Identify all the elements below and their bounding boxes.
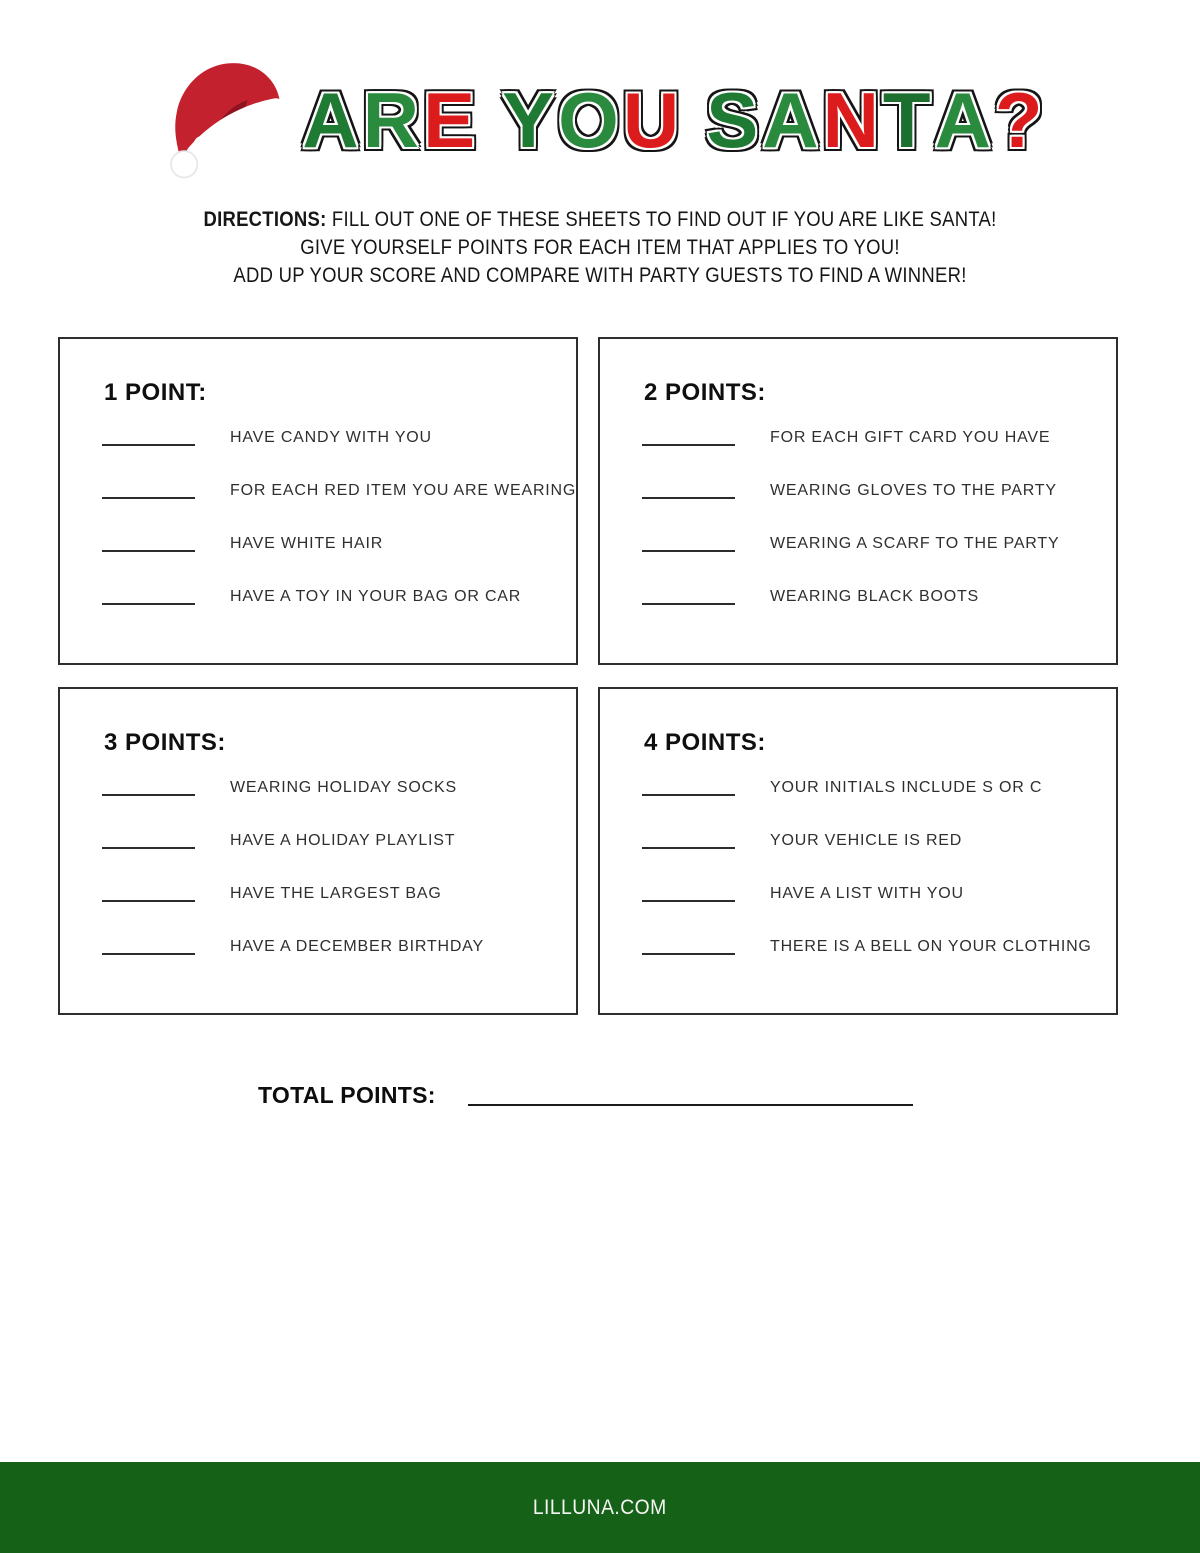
box-heading: 4 POINTS: bbox=[644, 729, 766, 756]
score-box-1-point bbox=[58, 337, 578, 665]
directions-line-2: GIVE YOURSELF POINTS FOR EACH ITEM THAT APPLIES TO YOU! bbox=[300, 236, 900, 259]
score-item-label: HAVE WHITE HAIR bbox=[230, 534, 384, 552]
score-item-label: FOR EACH RED ITEM YOU ARE WEARING bbox=[230, 481, 577, 499]
score-blank-line bbox=[642, 794, 735, 796]
total-points-row bbox=[258, 1082, 913, 1109]
score-item-label: YOUR INITIALS INCLUDE S OR C bbox=[770, 778, 1043, 796]
directions-line-3: ADD UP YOUR SCORE AND COMPARE WITH PARTY GUESTS TO FIND A WINNER! bbox=[233, 264, 967, 287]
score-item-label: YOUR VEHICLE IS RED bbox=[770, 831, 963, 849]
score-blank-line bbox=[102, 603, 195, 605]
score-blank-line bbox=[102, 953, 195, 955]
score-blank-line bbox=[642, 953, 735, 955]
score-blank-line bbox=[102, 900, 195, 902]
score-blank-line bbox=[642, 497, 735, 499]
score-item-label: WEARING BLACK BOOTS bbox=[770, 587, 980, 605]
title-letter: A bbox=[934, 76, 992, 164]
title-letter: N bbox=[822, 76, 880, 164]
score-item bbox=[642, 517, 1116, 570]
score-item-label: THERE IS A BELL ON YOUR CLOTHING bbox=[770, 937, 1092, 955]
box-heading: 3 POINTS: bbox=[104, 729, 226, 756]
santa-hat-icon bbox=[156, 46, 288, 184]
score-item-label: FOR EACH GIFT CARD YOU HAVE bbox=[770, 428, 1051, 446]
directions-label: DIRECTIONS: bbox=[203, 208, 327, 231]
title-word-santa bbox=[706, 76, 1044, 164]
score-blank-line bbox=[642, 444, 735, 446]
title-letter: S bbox=[706, 76, 760, 164]
title-letter: R bbox=[362, 76, 421, 164]
page-header bbox=[0, 50, 1200, 184]
score-item bbox=[102, 517, 576, 570]
title-letter: A bbox=[302, 76, 360, 164]
score-item bbox=[102, 761, 576, 814]
score-item-label: HAVE THE LARGEST BAG bbox=[230, 884, 442, 902]
score-item bbox=[642, 814, 1116, 867]
footer-bar bbox=[0, 1462, 1200, 1553]
score-item bbox=[102, 867, 576, 920]
title-word-you bbox=[502, 76, 681, 164]
title-letter: Y bbox=[502, 76, 556, 164]
score-item bbox=[102, 411, 576, 464]
title-letter: ? bbox=[994, 76, 1044, 164]
box-items bbox=[102, 761, 576, 973]
title-letter: U bbox=[622, 76, 681, 164]
score-item bbox=[642, 920, 1116, 973]
score-blank-line bbox=[642, 900, 735, 902]
score-item bbox=[102, 814, 576, 867]
box-items bbox=[642, 411, 1116, 623]
page-title bbox=[302, 76, 1044, 164]
score-item bbox=[102, 570, 576, 623]
title-word-are bbox=[302, 76, 477, 164]
score-item-label: WEARING A SCARF TO THE PARTY bbox=[770, 534, 1060, 552]
score-item bbox=[642, 867, 1116, 920]
score-blank-line bbox=[102, 847, 195, 849]
directions-line-1: DIRECTIONS: FILL OUT ONE OF THESE SHEETS TO FIND OUT IF YOU ARE LIKE SANTA! bbox=[203, 208, 997, 231]
score-item-label: HAVE A TOY IN YOUR BAG OR CAR bbox=[230, 587, 522, 605]
score-item bbox=[642, 411, 1116, 464]
title-letter: A bbox=[762, 76, 820, 164]
score-blank-line bbox=[102, 444, 195, 446]
score-item bbox=[102, 920, 576, 973]
score-item bbox=[642, 464, 1116, 517]
score-item bbox=[102, 464, 576, 517]
score-blank-line bbox=[102, 497, 195, 499]
score-blank-line bbox=[642, 603, 735, 605]
total-points-blank-line bbox=[468, 1104, 913, 1106]
score-blank-line bbox=[102, 794, 195, 796]
total-points-label: TOTAL POINTS: bbox=[258, 1082, 436, 1108]
box-heading: 1 POINT: bbox=[104, 379, 207, 406]
title-letter: E bbox=[423, 76, 477, 164]
score-item-label: HAVE A LIST WITH YOU bbox=[770, 884, 964, 902]
score-box-3-points bbox=[58, 687, 578, 1015]
title-letter: O bbox=[558, 76, 620, 164]
score-boxes-grid bbox=[58, 337, 1118, 1015]
score-item-label: WEARING GLOVES TO THE PARTY bbox=[770, 481, 1057, 499]
score-blank-line bbox=[102, 550, 195, 552]
score-item-label: HAVE A DECEMBER BIRTHDAY bbox=[230, 937, 484, 955]
score-item-label: HAVE CANDY WITH YOU bbox=[230, 428, 432, 446]
score-box-4-points bbox=[598, 687, 1118, 1015]
box-heading: 2 POINTS: bbox=[644, 379, 766, 406]
directions-text bbox=[72, 206, 1128, 290]
score-item bbox=[642, 761, 1116, 814]
box-items bbox=[642, 761, 1116, 973]
score-item-label: WEARING HOLIDAY SOCKS bbox=[230, 778, 457, 796]
box-items bbox=[102, 411, 576, 623]
footer-site-text: LILLUNA.COM bbox=[533, 1495, 667, 1519]
score-item bbox=[642, 570, 1116, 623]
score-blank-line bbox=[642, 550, 735, 552]
score-box-2-points bbox=[598, 337, 1118, 665]
score-blank-line bbox=[642, 847, 735, 849]
score-item-label: HAVE A HOLIDAY PLAYLIST bbox=[230, 831, 456, 849]
title-letter: T bbox=[882, 76, 932, 164]
